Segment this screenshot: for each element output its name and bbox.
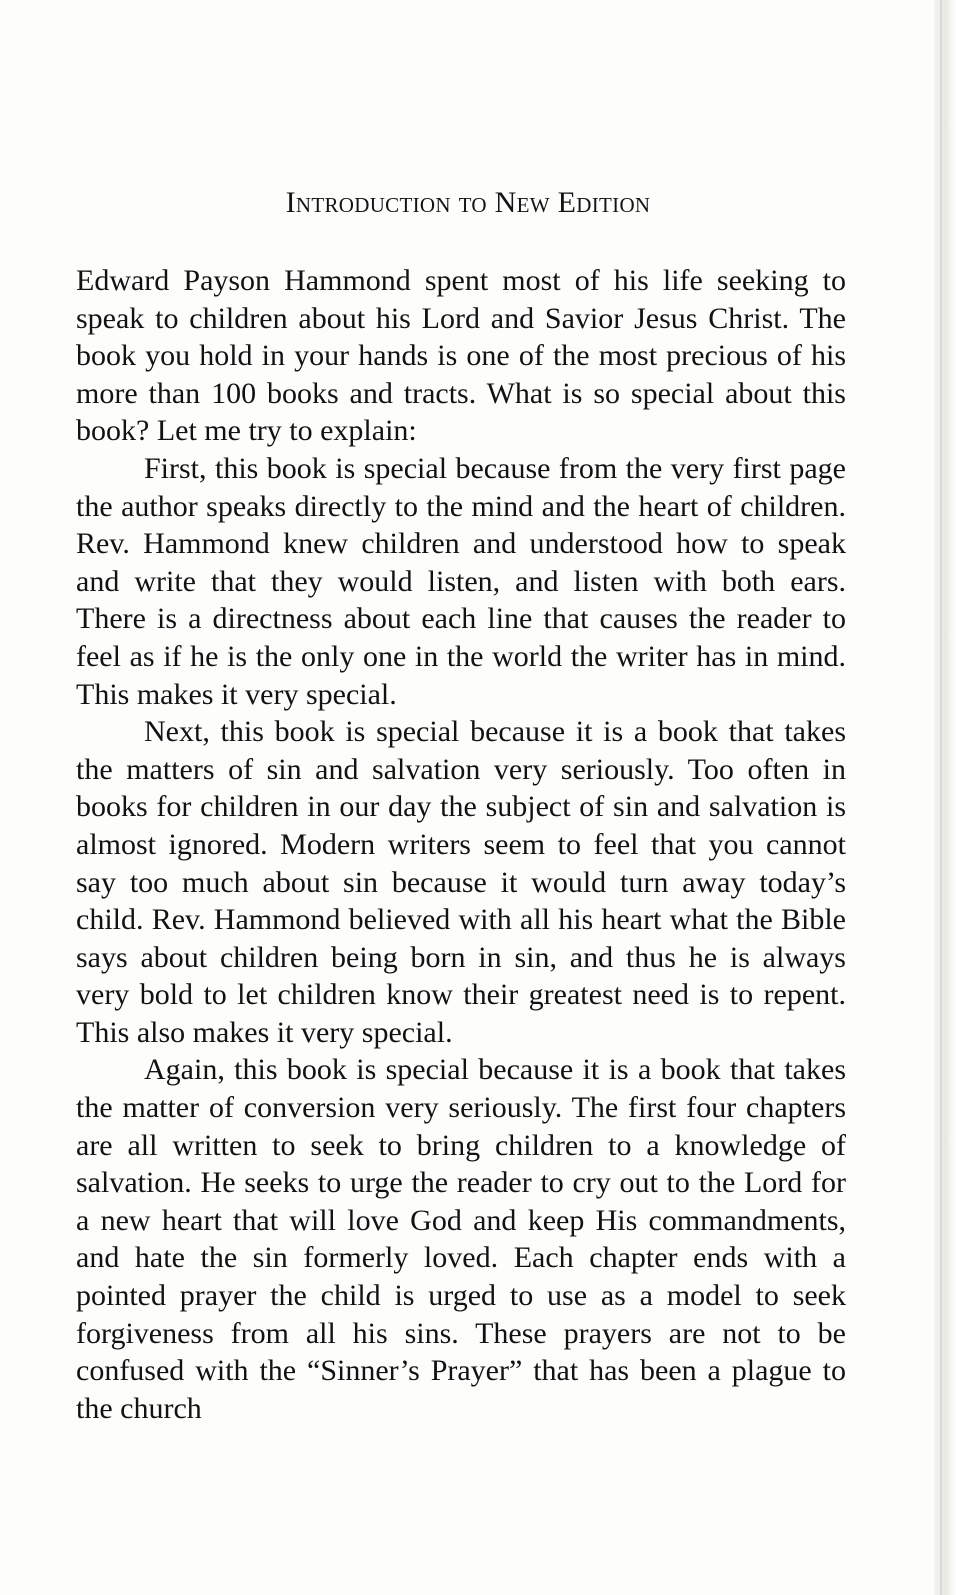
paragraph-intro: Edward Payson Hammond spent most of his life seeking to speak to children about his Lord and Savior Jesus Christ. The book you hold in your hands is one of the most precious of his more than 100 books and tracts. What is so special about this book? Let me try to explain: xyxy=(76,264,846,448)
page-edge-line xyxy=(940,0,942,1595)
paragraph-next: Next, this book is special because it is a book that takes the matters of sin and salvation very seriously. Too often in books for children in our day the subject of sin and salvation is almost ignored. Modern writers seem to feel that you cannot say too much about sin because it would turn away today’s child. Rev. Hammond believed with all his heart what the Bible says about children being born in sin, and thus he is always very bold to let children know their greatest need is to repent. This also makes it very special. xyxy=(76,715,846,1049)
chapter-heading: Introduction to New Edition xyxy=(285,186,651,219)
paragraph-again: Again, this book is special because it is a book that takes the matter of conversion very seriously. The first four chapters are all written to seek to bring children to a knowledge of salvation. He seeks to urge the reader to cry out to the Lord for a new heart that will love God and keep His commandments, and hate the sin formerly loved. Each chapter ends with a pointed prayer the child is urged to use as a model to seek forgiveness from all his sins. These prayers are not to be confused with the “Sinner’s Prayer” that has been a plague to the church xyxy=(76,1053,846,1425)
page-edge-shadow xyxy=(934,0,956,1595)
paragraph-first: First, this book is special because from the very first page the author speaks directly to the mind and the heart of children. Rev. Hammond knew children and understood how to speak and write that they would listen, and listen with both ears. There is a directness about each line that causes the reader to feel as if he is the only one in the world the writer has in mind. This makes it very special. xyxy=(76,451,846,711)
body-text xyxy=(76,262,846,1427)
